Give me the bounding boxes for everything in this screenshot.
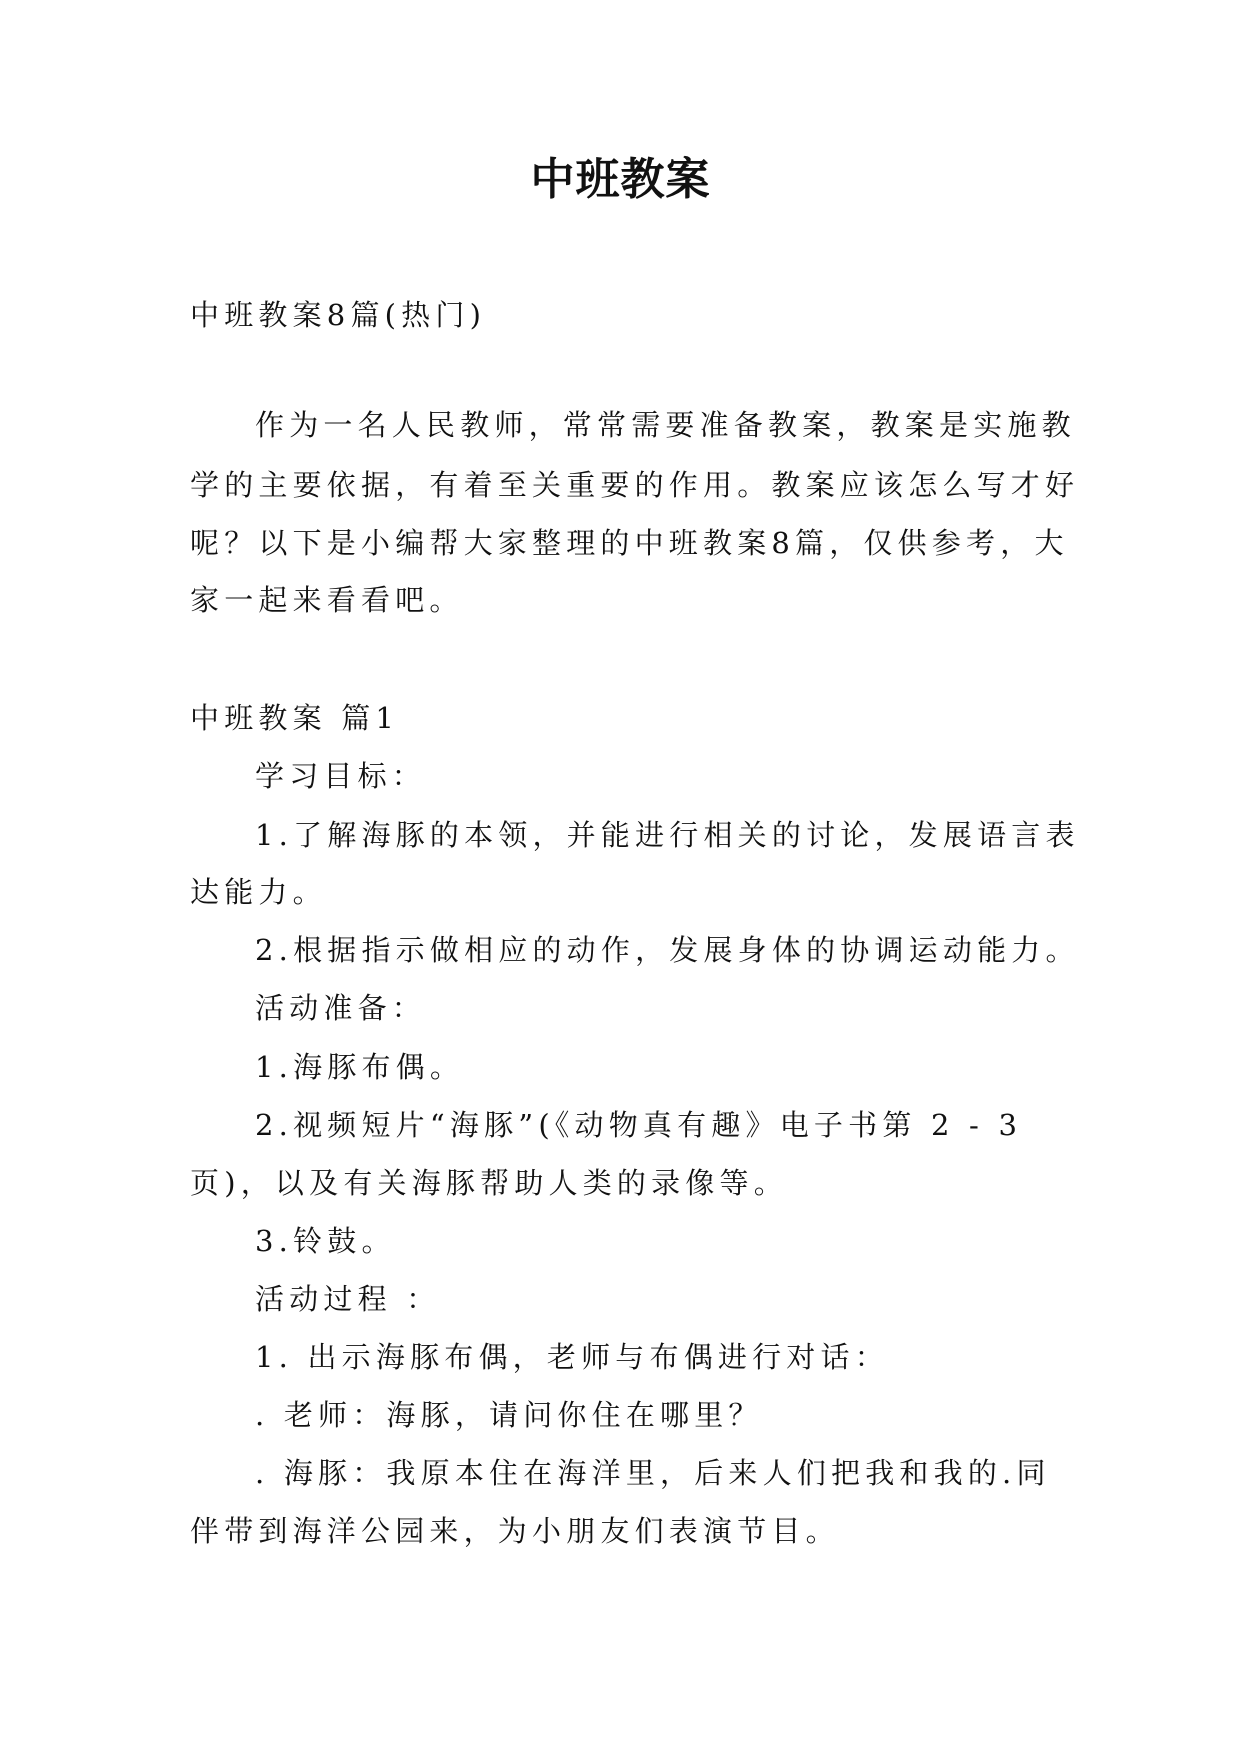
body-line: 活动过程 ： xyxy=(255,1282,441,1316)
intro-line: 家一起来看看吧。 xyxy=(190,583,464,617)
body-line: . 老师：海豚，请问你住在哪里？ xyxy=(255,1398,763,1432)
body-line: 伴带到海洋公园来，为小朋友们表演节目。 xyxy=(190,1514,840,1548)
body-line: 1. 出示海豚布偶，老师与布偶进行对话： xyxy=(255,1340,889,1374)
intro-line: 学的主要依据，有着至关重要的作用。教案应该怎么写才好 xyxy=(190,468,1080,502)
body-line: 达能力。 xyxy=(190,875,327,909)
body-line: 活动准备： xyxy=(255,991,427,1025)
body-line: 1.海豚布偶。 xyxy=(255,1050,465,1084)
body-line: . 海豚：我原本住在海洋里，后来人们把我和我的.同 xyxy=(255,1456,1051,1490)
body-line: 3.铃鼓。 xyxy=(255,1224,396,1258)
body-line: 1.了解海豚的本领，并能进行相关的讨论，发展语言表 xyxy=(255,818,1080,852)
body-line: 2.视频短片“海豚”(《动物真有趣》电子书第 2 - 3 xyxy=(255,1108,1023,1142)
document-title: 中班教案 xyxy=(530,154,711,205)
intro-line: 作为一名人民教师，常常需要准备教案，教案是实施教 xyxy=(255,408,1076,442)
body-line: 学习目标： xyxy=(255,759,427,793)
section-heading: 中班教案 篇1 xyxy=(190,701,400,735)
body-line: 2.根据指示做相应的动作，发展身体的协调运动能力。 xyxy=(255,933,1080,967)
body-line: 页)，以及有关海豚帮助人类的录像等。 xyxy=(190,1166,788,1200)
document-subtitle: 中班教案8篇(热门) xyxy=(190,298,487,332)
intro-line: 呢？以下是小编帮大家整理的中班教案8篇，仅供参考，大 xyxy=(190,526,1069,560)
